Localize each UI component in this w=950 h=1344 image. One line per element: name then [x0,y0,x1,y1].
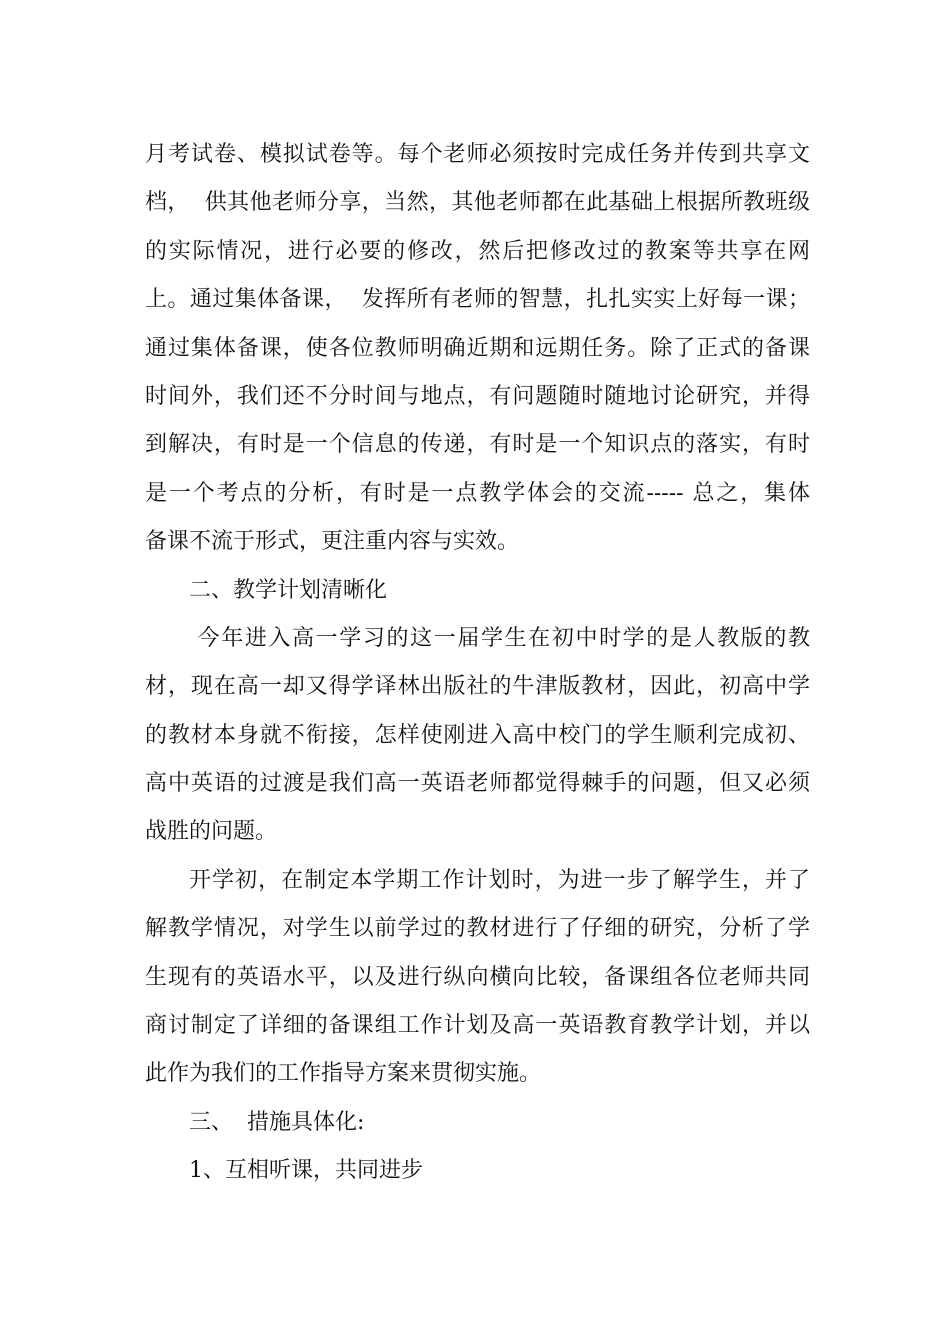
text-line: 上。通过集体备课， 发挥所有老师的智慧，扎扎实实上好每一课； [145,287,810,313]
text-line: 生现有的英语水平，以及进行纵向横向比较，备课组各位老师共同 [145,964,810,990]
text-line: 月考试卷、模拟试卷等。每个老师必须按时完成任务并传到共享文 [145,142,810,167]
text-line: 材，现在高一却又得学译林出版社的牛津版教材，因此，初高中学 [145,674,810,700]
text-line: 解教学情况，对学生以前学过的教材进行了仔细的研究，分析了学 [145,916,810,942]
text-line: 今年进入高一学习的这一届学生在初中时学的是人教版的教 [189,625,810,651]
text-line: 档， 供其他老师分享，当然，其他老师都在此基础上根据所教班级 [145,190,810,216]
subsection-heading: 1、互相听课，共同进步 [189,1158,423,1184]
text-line: 开学初，在制定本学期工作计划时，为进一步了解学生，并了 [189,867,810,893]
section-heading: 三、 措施具体化: [189,1109,365,1135]
text-line: 的实际情况，进行必要的修改，然后把修改过的教案等共享在网 [145,238,810,264]
document-body [145,131,810,1196]
text-line: 的教材本身就不衔接，怎样使刚进入高中校门的学生顺利完成初、 [145,722,810,748]
text-line: 通过集体备课，使各位教师明确近期和远期任务。除了正式的备课 [145,335,810,361]
text-line: 高中英语的过渡是我们高一英语老师都觉得棘手的问题，但又必须 [145,771,810,797]
text-line: 商讨制定了详细的备课组工作计划及高一英语教育教学计划，并以 [145,1013,810,1039]
text-line: 是一个考点的分析，有时是一点教学体会的交流----- 总之，集体 [145,480,810,506]
text-line: 时间外，我们还不分时间与地点，有问题随时随地讨论研究，并得 [145,383,810,409]
text-line: 此作为我们的工作指导方案来贯彻实施。 [145,1061,542,1087]
text-line: 战胜的问题。 [145,819,278,845]
section-heading: 二、教学计划清晰化 [189,577,388,603]
text-line: 备课不流于形式，更注重内容与实效。 [145,529,520,555]
text-line: 到解决，有时是一个信息的传递，有时是一个知识点的落实，有时 [145,432,810,458]
